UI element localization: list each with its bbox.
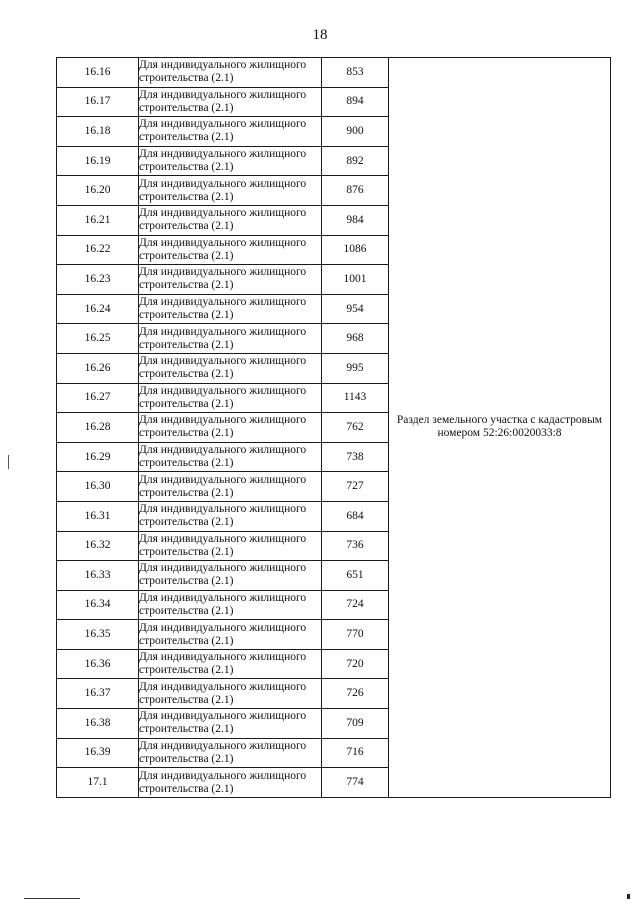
- footer-rule: [24, 898, 80, 899]
- plot-number-cell: 16.25: [57, 324, 139, 354]
- permitted-use-cell: Для индивидуального жилищного строительства (2.1): [139, 738, 322, 768]
- area-cell: 853: [322, 58, 389, 88]
- permitted-use-cell: Для индивидуального жилищного строительства (2.1): [139, 768, 322, 798]
- area-cell: 876: [322, 176, 389, 206]
- area-cell: 738: [322, 442, 389, 472]
- plot-number-cell: 16.39: [57, 738, 139, 768]
- plot-number-cell: 16.37: [57, 679, 139, 709]
- permitted-use-cell: Для индивидуального жилищного строительства (2.1): [139, 649, 322, 679]
- permitted-use-cell: Для индивидуального жилищного строительства (2.1): [139, 383, 322, 413]
- plot-number-cell: 16.36: [57, 649, 139, 679]
- plot-number-cell: 16.24: [57, 294, 139, 324]
- permitted-use-cell: Для индивидуального жилищного строительства (2.1): [139, 590, 322, 620]
- area-cell: 900: [322, 117, 389, 147]
- permitted-use-cell: Для индивидуального жилищного строительства (2.1): [139, 472, 322, 502]
- area-cell: 1143: [322, 383, 389, 413]
- permitted-use-cell: Для индивидуального жилищного строительства (2.1): [139, 501, 322, 531]
- plot-number-cell: 16.35: [57, 620, 139, 650]
- table-body: [57, 58, 611, 798]
- permitted-use-cell: Для индивидуального жилищного строительства (2.1): [139, 117, 322, 147]
- permitted-use-cell: Для индивидуального жилищного строительства (2.1): [139, 176, 322, 206]
- plot-number-cell: 16.34: [57, 590, 139, 620]
- area-cell: 651: [322, 561, 389, 591]
- corner-mark: [627, 894, 630, 899]
- permitted-use-cell: Для индивидуального жилищного строительства (2.1): [139, 531, 322, 561]
- plot-number-cell: 16.28: [57, 413, 139, 443]
- permitted-use-cell: Для индивидуального жилищного строительства (2.1): [139, 442, 322, 472]
- area-cell: 892: [322, 146, 389, 176]
- land-plots-table: [56, 57, 611, 798]
- permitted-use-cell: Для индивидуального жилищного строительства (2.1): [139, 265, 322, 295]
- plot-number-cell: 16.38: [57, 709, 139, 739]
- plot-number-cell: 16.19: [57, 146, 139, 176]
- area-cell: 720: [322, 649, 389, 679]
- permitted-use-cell: Для индивидуального жилищного строительства (2.1): [139, 709, 322, 739]
- plot-number-cell: 16.31: [57, 501, 139, 531]
- area-cell: 894: [322, 87, 389, 117]
- area-cell: 716: [322, 738, 389, 768]
- area-cell: 736: [322, 531, 389, 561]
- area-cell: 1086: [322, 235, 389, 265]
- permitted-use-cell: Для индивидуального жилищного строительства (2.1): [139, 235, 322, 265]
- margin-mark: [8, 455, 9, 469]
- area-cell: 770: [322, 620, 389, 650]
- plot-number-cell: 16.29: [57, 442, 139, 472]
- plot-number-cell: 16.18: [57, 117, 139, 147]
- area-cell: 774: [322, 768, 389, 798]
- permitted-use-cell: Для индивидуального жилищного строительства (2.1): [139, 294, 322, 324]
- permitted-use-cell: Для индивидуального жилищного строительства (2.1): [139, 413, 322, 443]
- area-cell: 709: [322, 709, 389, 739]
- table-row: [57, 58, 611, 88]
- area-cell: 1001: [322, 265, 389, 295]
- area-cell: 762: [322, 413, 389, 443]
- permitted-use-cell: Для индивидуального жилищного строительства (2.1): [139, 205, 322, 235]
- plot-number-cell: 16.20: [57, 176, 139, 206]
- plot-number-cell: 16.16: [57, 58, 139, 88]
- area-cell: 968: [322, 324, 389, 354]
- area-cell: 726: [322, 679, 389, 709]
- permitted-use-cell: Для индивидуального жилищного строительства (2.1): [139, 58, 322, 88]
- plot-number-cell: 16.21: [57, 205, 139, 235]
- plot-number-cell: 16.33: [57, 561, 139, 591]
- permitted-use-cell: Для индивидуального жилищного строительства (2.1): [139, 353, 322, 383]
- area-cell: 984: [322, 205, 389, 235]
- plot-number-cell: 16.32: [57, 531, 139, 561]
- plot-number-cell: 16.30: [57, 472, 139, 502]
- formation-method-cell: Раздел земельного участка с кадастровым номером 52:26:0020033:8: [389, 58, 611, 798]
- plot-number-cell: 16.23: [57, 265, 139, 295]
- plot-number-cell: 16.17: [57, 87, 139, 117]
- plot-number-cell: 16.27: [57, 383, 139, 413]
- permitted-use-cell: Для индивидуального жилищного строительства (2.1): [139, 620, 322, 650]
- permitted-use-cell: Для индивидуального жилищного строительства (2.1): [139, 324, 322, 354]
- area-cell: 727: [322, 472, 389, 502]
- plot-number-cell: 17.1: [57, 768, 139, 798]
- area-cell: 995: [322, 353, 389, 383]
- area-cell: 684: [322, 501, 389, 531]
- permitted-use-cell: Для индивидуального жилищного строительства (2.1): [139, 679, 322, 709]
- plot-number-cell: 16.22: [57, 235, 139, 265]
- area-cell: 724: [322, 590, 389, 620]
- plot-number-cell: 16.26: [57, 353, 139, 383]
- permitted-use-cell: Для индивидуального жилищного строительства (2.1): [139, 561, 322, 591]
- permitted-use-cell: Для индивидуального жилищного строительства (2.1): [139, 87, 322, 117]
- area-cell: 954: [322, 294, 389, 324]
- permitted-use-cell: Для индивидуального жилищного строительства (2.1): [139, 146, 322, 176]
- page-number: 18: [312, 27, 328, 43]
